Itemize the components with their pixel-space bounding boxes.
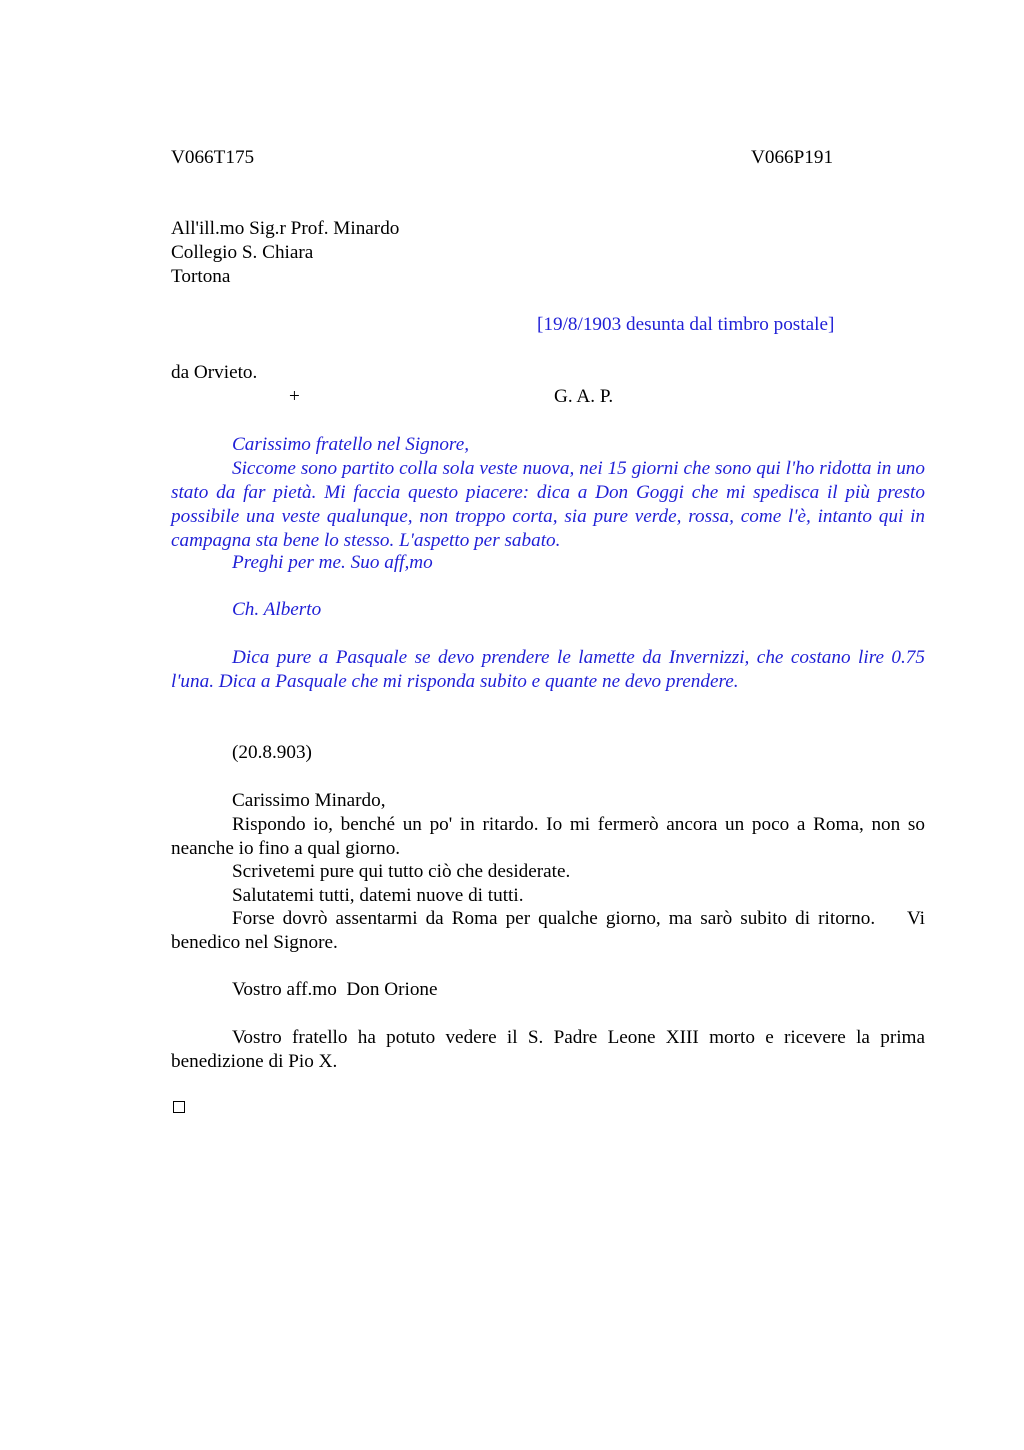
origin-line: da Orvieto. — [171, 362, 258, 383]
gap-invocation: G. A. P. — [554, 386, 614, 407]
date-note: [19/8/1903 desunta dal timbro postale] — [537, 314, 835, 335]
letter2-paragraph-1: Rispondo io, benché un po' in ritardo. Io mi fermerò ancora un poco a Roma, non so neanche io fino a qual giorno. — [171, 814, 925, 859]
letter1-signature: Ch. Alberto — [232, 599, 322, 620]
letter1-closing: Preghi per me. Suo aff,mo — [232, 552, 433, 573]
letter1-postscript: Dica pure a Pasquale se devo prendere le lamette da Invernizzi, che costano lire 0.75 l'una. Dica a Pasquale che mi risponda subito e quante ne devo prendere. — [171, 647, 925, 692]
cross-mark: + — [289, 386, 300, 407]
address-line-1: All'ill.mo Sig.r Prof. Minardo — [171, 218, 400, 239]
address-line-3: Tortona — [171, 266, 231, 287]
document-code-right: V066P191 — [751, 147, 834, 168]
letter2-paragraph-4: Forse dovrò assentarmi da Roma per qualche giorno, ma sarò subito di ritorno. Vi benedico nel Signore. — [171, 908, 930, 953]
letter2-signature: Vostro aff.mo Don Orione — [232, 979, 438, 1000]
document-code-left: V066T175 — [171, 147, 255, 168]
letter2-postscript: Vostro fratello ha potuto vedere il S. Padre Leone XIII morto e ricevere la prima benedizione di Pio X. — [171, 1027, 925, 1072]
letter2-line-3: Salutatemi tutti, datemi nuove di tutti. — [232, 885, 524, 906]
letter2-date: (20.8.903) — [232, 742, 312, 763]
end-square-icon — [173, 1101, 185, 1113]
address-line-2: Collegio S. Chiara — [171, 242, 314, 263]
letter2-line-2: Scrivetemi pure qui tutto ciò che desiderate. — [232, 861, 571, 882]
letter1-paragraph: Siccome sono partito colla sola veste nuova, nei 15 giorni che sono qui l'ho ridotta in uno stato da far pietà. Mi faccia questo piacere: dica a Don Goggi che mi spedisca il più presto possibile una veste qualunque, non troppo corta, sia pure verde, rossa, come l'è, intanto qui in campagna sta bene lo stesso. L'aspetto per sabato. — [171, 458, 925, 551]
letter2-salutation: Carissimo Minardo, — [232, 790, 386, 811]
letter1-salutation: Carissimo fratello nel Signore, — [232, 434, 470, 455]
